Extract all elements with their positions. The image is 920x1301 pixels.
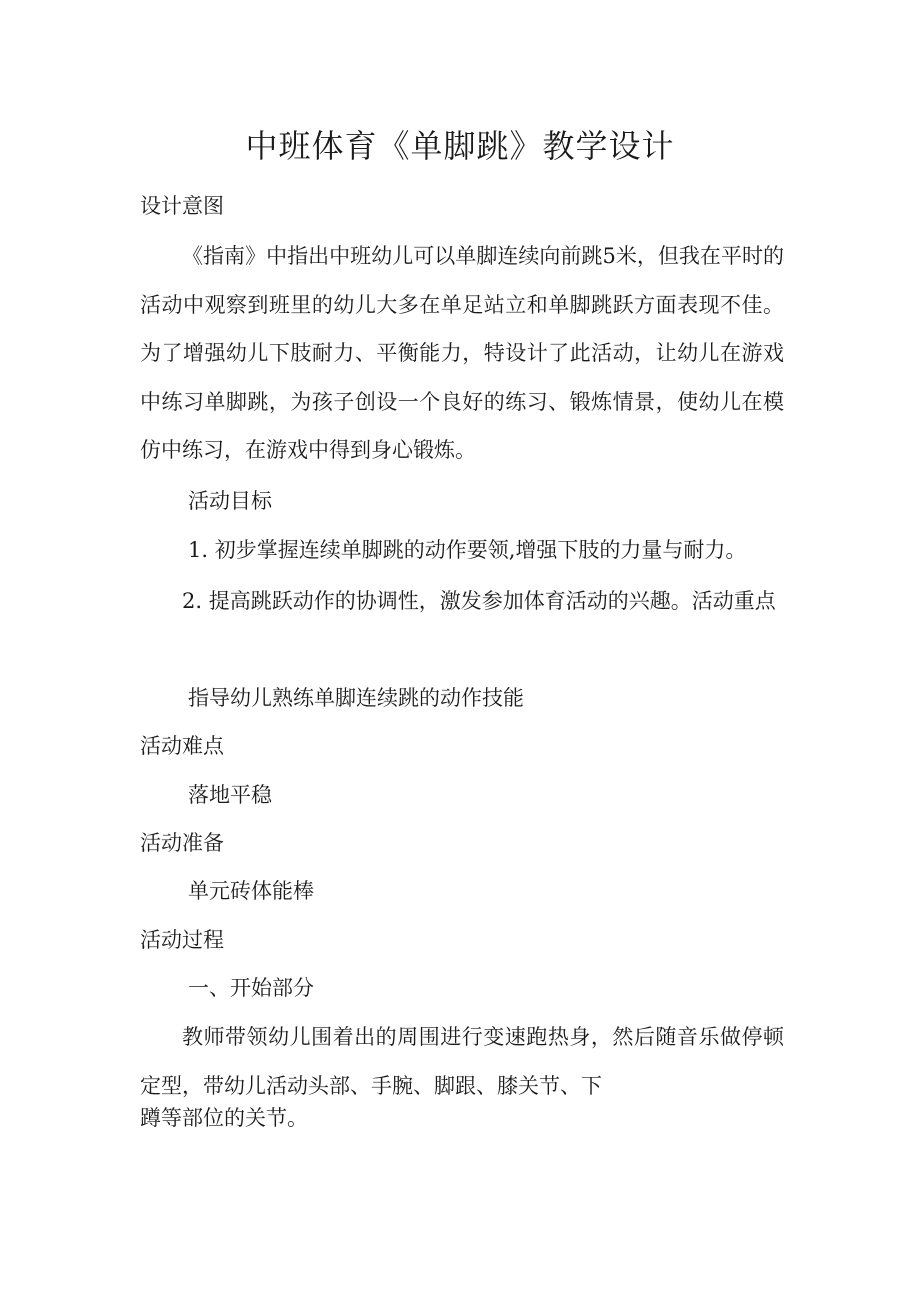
design-intent-paragraph: 《指南》中指出中班幼儿可以单脚连续向前跳5米，但我在平时的活动中观察到班里的幼儿大多在单足站立和单脚跳跃方面表现不佳。为了增强幼儿下肢耐力、平衡能力，特设计了此活动，让幼儿在游戏中练习单脚跳，为孩子创设一个良好的练习、锻炼情景，使幼儿在模仿中练习，在游戏中得到身心锻炼。: [140, 244, 784, 462]
difficulty-heading: 活动难点: [140, 734, 224, 758]
design-intent-heading: 设计意图: [140, 194, 224, 218]
goal-item-1: 1. 初步掌握连续单脚跳的动作要领,增强下肢的力量与耐力。: [188, 538, 747, 562]
preparation-heading: 活动准备: [140, 831, 224, 855]
document-title: 中班体育《单脚跳》教学设计: [245, 127, 675, 165]
goal-item-2: 2. 提高跳跃动作的协调性，激发参加体育活动的兴趣。活动重点: [182, 589, 776, 613]
part-one-paragraph-end: 蹲等部位的关节。: [140, 1106, 308, 1130]
goals-heading: 活动目标: [188, 489, 272, 513]
key-point-text: 指导幼儿熟练单脚连续跳的动作技能: [188, 686, 524, 710]
preparation-text: 单元砖体能棒: [188, 879, 314, 903]
process-heading: 活动过程: [140, 928, 224, 952]
difficulty-text: 落地平稳: [188, 783, 272, 807]
part-one-heading: 一、开始部分: [188, 976, 314, 1000]
part-one-paragraph: 教师带领幼儿围着出的周围进行变速跑热身，然后随音乐做停顿定型，带幼儿活动头部、手腕、脚跟、膝关节、下: [140, 1025, 784, 1098]
